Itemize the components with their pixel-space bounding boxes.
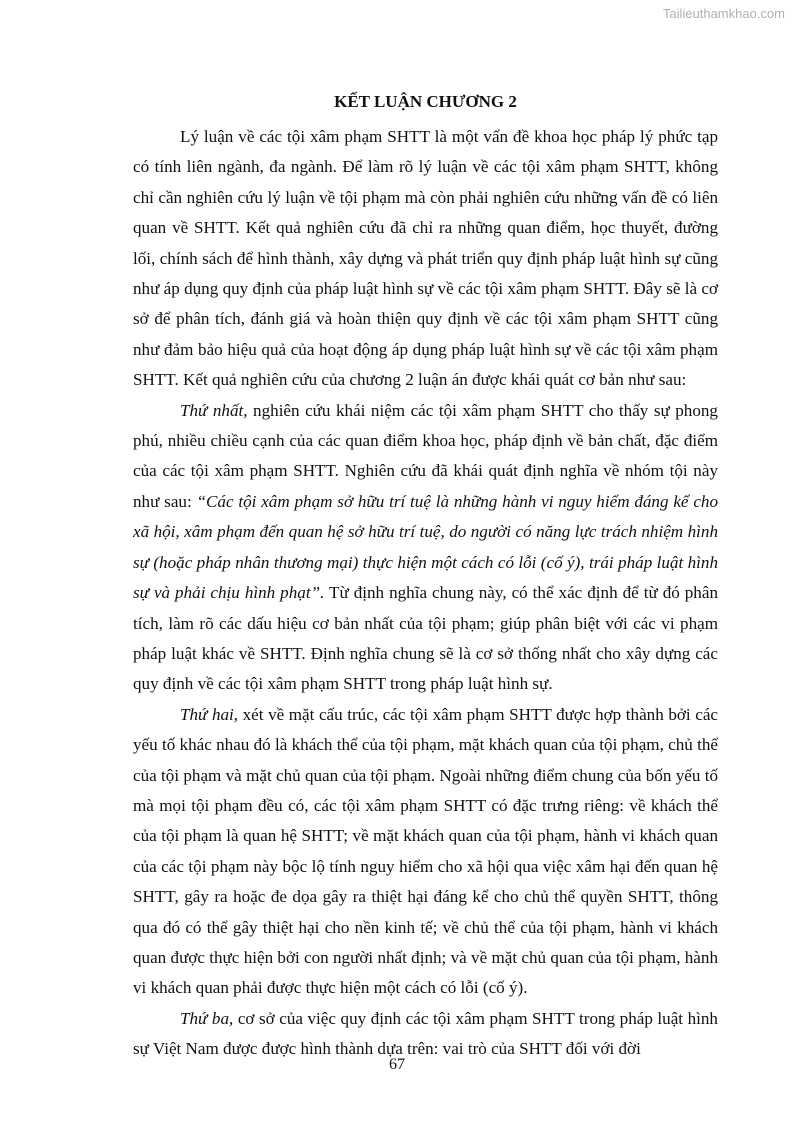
third-point-lead: Thứ ba, — [180, 1008, 234, 1028]
second-point-text: xét về mặt cấu trúc, các tội xâm phạm SHTT được hợp thành bởi các yếu tố khác nhau đó là khách thể của tội phạm, mặt khách quan của tội phạm, chủ thể của tội phạm và mặt chủ quan của tội phạm. Ngoài những điểm chung của bốn yếu tố mà mọi tội phạm đều có, các tội xâm phạm SHTT có đặc trưng riêng: về khách thể của tội phạm là quan hệ SHTT; về mặt khách quan của tội phạm, hành vi khách quan của các tội phạm này bộc lộ tính nguy hiểm cho xã hội qua việc xâm hại đến quan hệ SHTT, gây ra hoặc đe dọa gây ra thiệt hại đáng kể cho chủ thể quyền SHTT, thông qua đó có thể gây thiệt hại cho nền kinh tế; về chủ thể của tội phạm, hành vi khách quan được thực hiện bởi con người nhất định; và về mặt chủ quan của tội phạm, hành vi khách quan phải được thực hiện một cách có lỗi (cố ý). — [133, 704, 718, 998]
chapter-conclusion-title: KẾT LUẬN CHƯƠNG 2 — [334, 92, 517, 111]
third-point-text: cơ sở của việc quy định các tội xâm phạm SHTT trong pháp luật hình sự Việt Nam được được hình thành dựa trên: vai trò của SHTT đối với đời — [133, 1008, 718, 1059]
watermark: Tailieuthamkhao.com — [662, 6, 785, 21]
second-point-paragraph — [133, 700, 718, 1004]
second-point-lead: Thứ hai, — [180, 704, 239, 724]
first-point-lead: Thứ nhất, — [180, 400, 248, 420]
first-point-continuation: Từ định nghĩa chung này, có thể xác định để từ đó phân tích, làm rõ các dấu hiệu cơ bản nhất của tội phạm; giúp phân biệt với các vi phạm pháp luật khác về SHTT. Định nghĩa chung sẽ là cơ sở thống nhất cho xây dựng các quy định về các tội xâm phạm SHTT trong pháp luật hình sự. — [133, 583, 718, 694]
first-point-paragraph — [133, 396, 718, 700]
first-point-text: nghiên cứu khái niệm các tội xâm phạm SHTT cho thấy sự phong phú, nhiều chiều cạnh của các quan điểm khoa học, pháp định về bản chất, đặc điểm của các tội xâm phạm SHTT. Nghiên cứu đã khái quát định nghĩa về nhóm tội này như sau: — [133, 400, 718, 511]
page-number: 67 — [389, 1056, 405, 1073]
definition-quote: “Các tội xâm phạm sở hữu trí tuệ là những hành vi nguy hiểm đáng kể cho xã hội, xâm phạm đến quan hệ sở hữu trí tuệ, do người có năng lực trách nhiệm hình sự (hoặc pháp nhân thương mại) thực hiện một cách có lỗi (cố ý), trái pháp luật hình sự và phải chịu hình phạt”. — [133, 491, 718, 603]
document-body — [133, 90, 718, 1065]
intro-paragraph: Lý luận về các tội xâm phạm SHTT là một vấn đề khoa học pháp lý phức tạp có tính liên ngành, đa ngành. Để làm rõ lý luận về các tội xâm phạm SHTT, không chỉ cần nghiên cứu lý luận về tội phạm mà còn phải nghiên cứu những vấn đề có liên quan về SHTT. Kết quả nghiên cứu đã chỉ ra những quan điểm, học thuyết, đường lối, chính sách để hình thành, xây dựng và phát triển quy định pháp luật hình sự cũng như áp dụng quy định của pháp luật hình sự về các tội xâm phạm SHTT. Đây sẽ là cơ sở để phân tích, đánh giá và hoàn thiện quy định về các tội xâm phạm SHTT cũng như đảm bảo hiệu quả của hoạt động áp dụng pháp luật hình sự về các tội xâm phạm SHTT. Kết quả nghiên cứu của chương 2 luận án được khái quát cơ bản như sau: — [133, 127, 718, 390]
